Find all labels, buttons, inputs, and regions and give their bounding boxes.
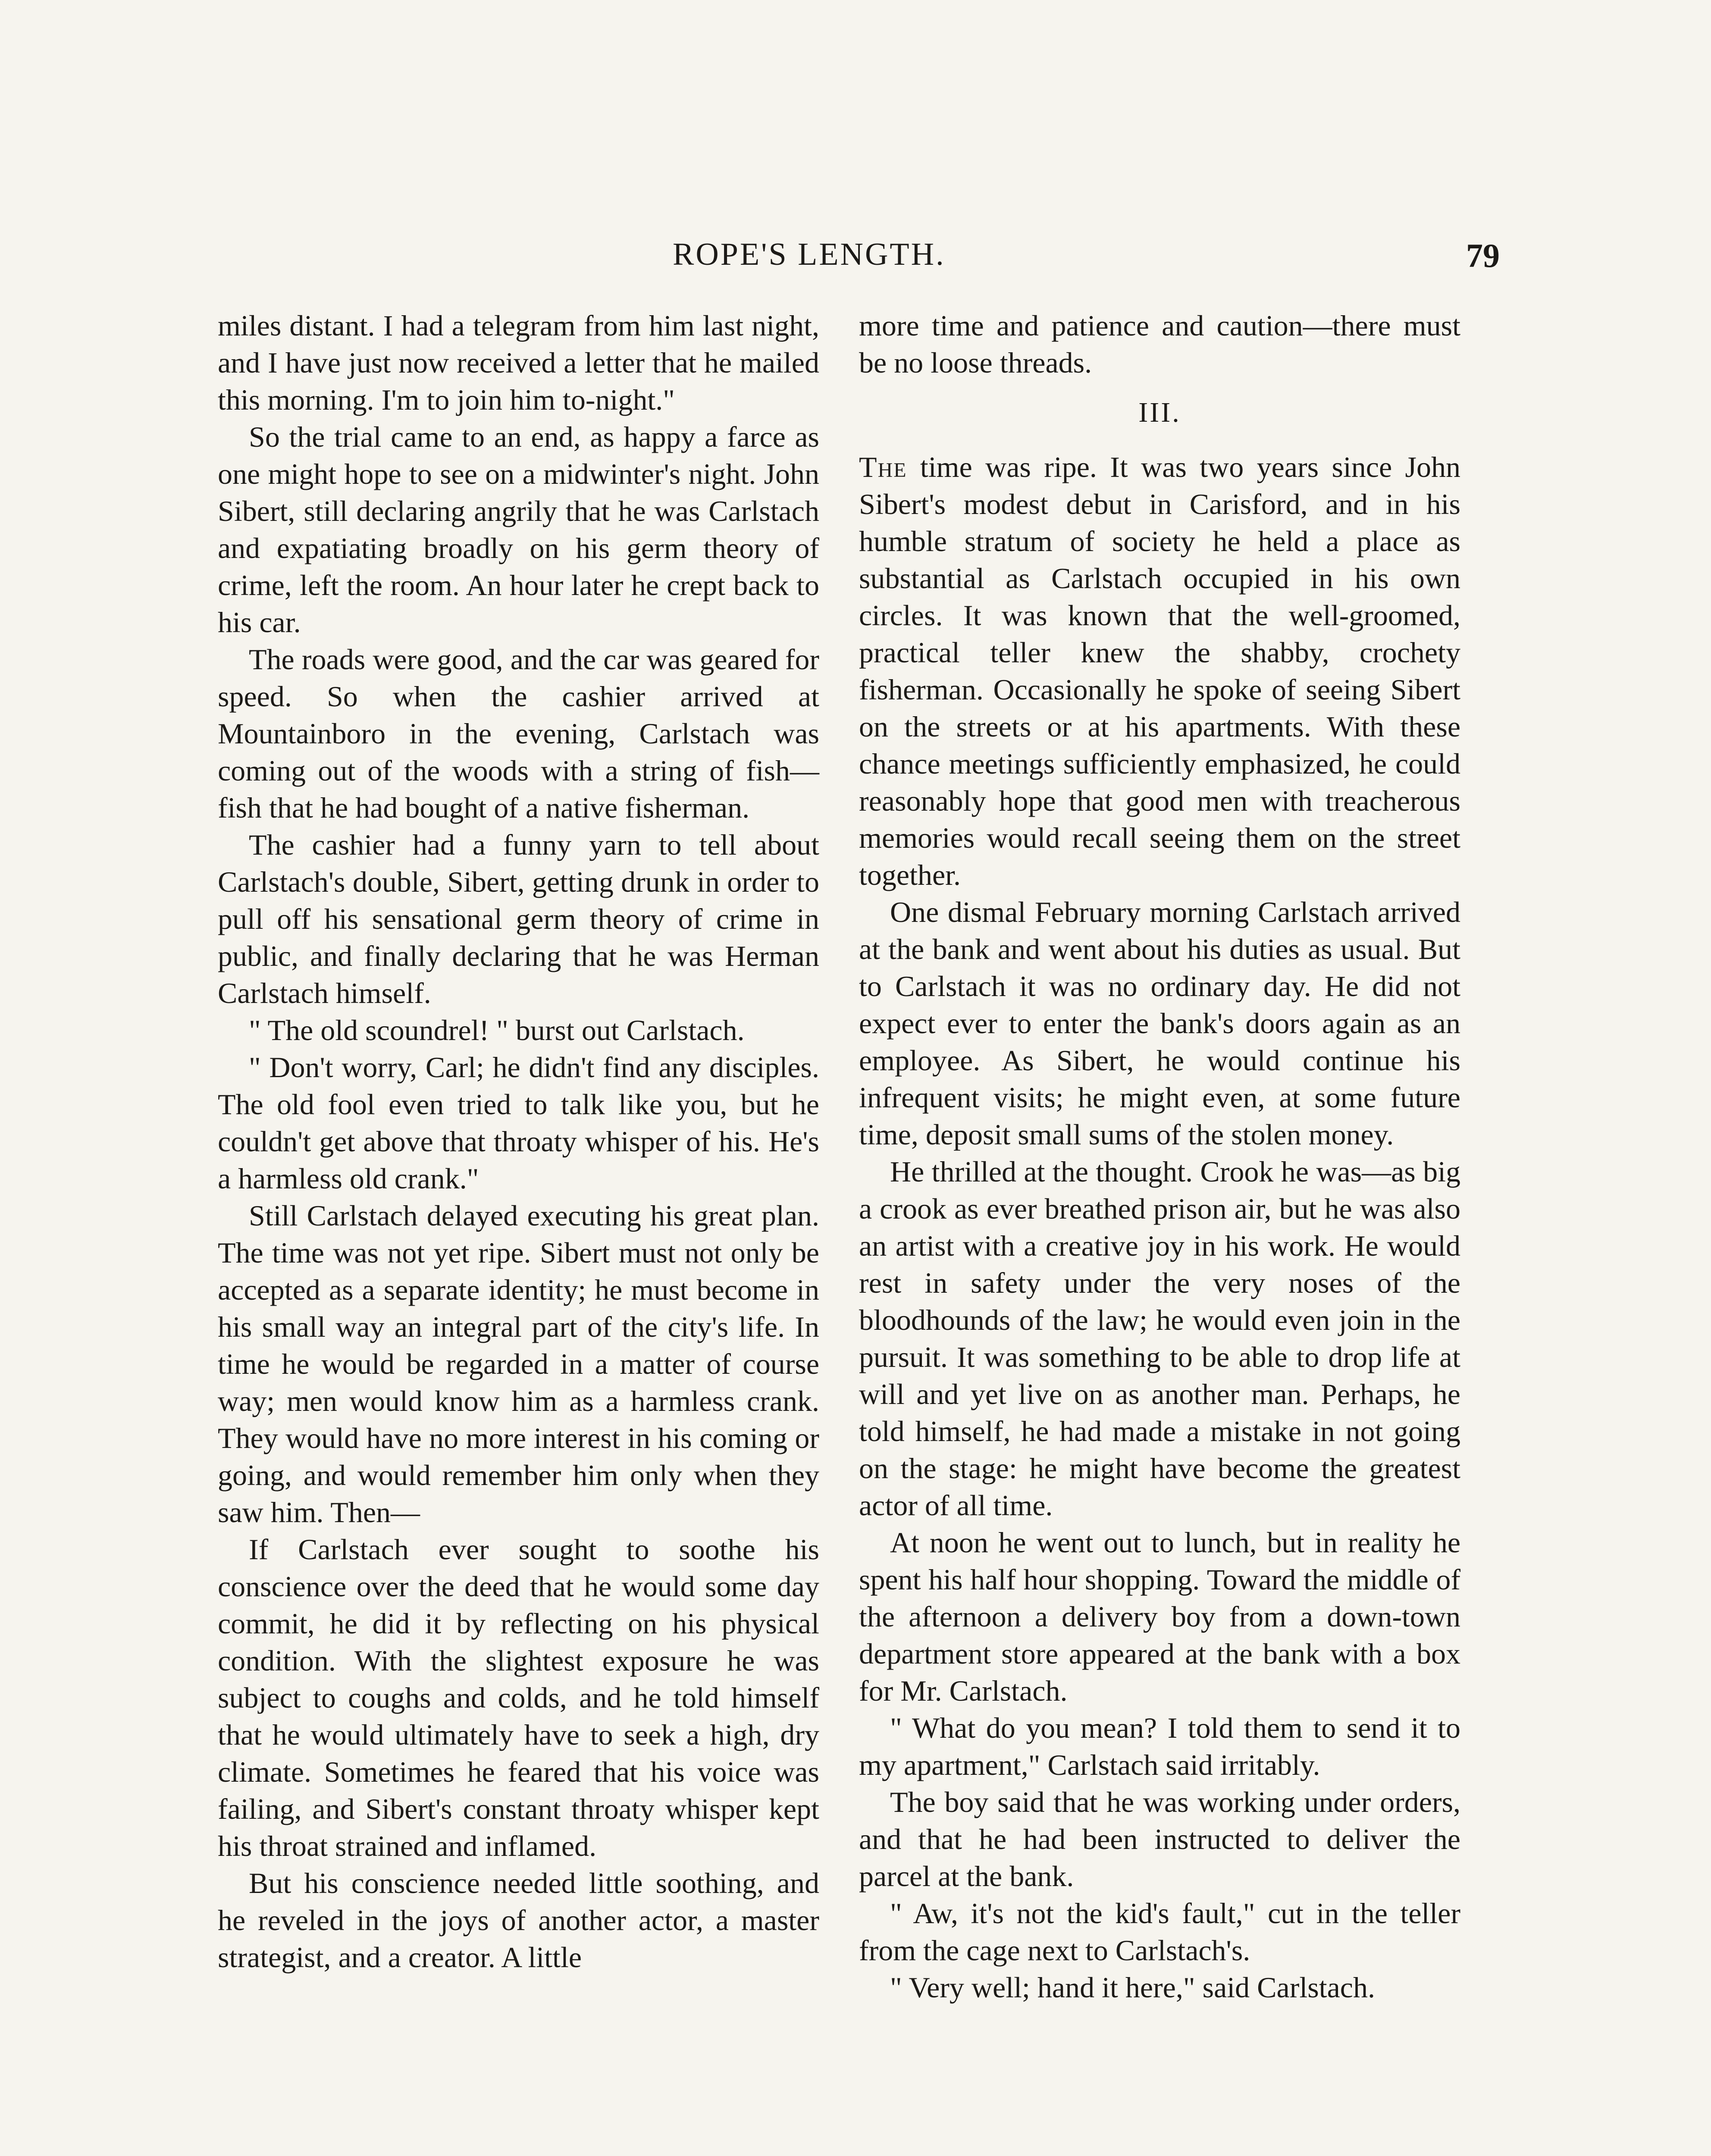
paragraph: " Don't worry, Carl; he didn't find any disciples. The old fool even tried to talk like you, but he couldn't get above that throaty whisper of his. He's a harmless old crank." — [218, 1051, 819, 1195]
left-column — [218, 307, 819, 1976]
page-header — [0, 236, 1711, 284]
paragraph: The boy said that he was working under orders, and that he had been instructed to deliver the parcel at the bank. — [859, 1786, 1460, 1893]
section-opening-paragraph — [859, 448, 1460, 893]
opening-word: The — [859, 451, 907, 483]
paragraph: One dismal February morning Carlstach arrived at the bank and went about his duties as usual. But to Carlstach it was no ordinary day. He did not expect ever to enter the bank's doors again as an employee. As Sibert, he would continue his infrequent visits; he might even, at some future time, deposit small sums of the stolen money. — [859, 896, 1460, 1151]
paragraph: more time and patience and caution—there must be no loose threads. — [859, 309, 1460, 379]
paragraph: " The old scoundrel! " burst out Carlstach. — [249, 1014, 745, 1047]
section-heading: III. — [1138, 397, 1181, 428]
paragraph: But his conscience needed little soothing, and he reveled in the joys of another actor, a master strategist, and a creator. A little — [218, 1867, 819, 1974]
page-number: 79 — [1466, 237, 1500, 274]
paragraph: If Carlstach ever sought to soothe his conscience over the deed that he would some day commit, he did it by reflecting on his physical condition. With the slightest exposure he was subject to coughs and colds, and he told himself that he would ultimately have to seek a high, dry climate. Sometimes he feared that his voice was failing, and Sibert's constant throaty whisper kept his throat strained and inflamed. — [218, 1533, 819, 1862]
right-column — [859, 307, 1460, 2006]
paragraph: The cashier had a funny yarn to tell about Carlstach's double, Sibert, getting drunk in order to pull off his sensational germ theory of crime in public, and finally declaring that he was Herman Carlstach himself. — [218, 828, 819, 1009]
paragraph: " What do you mean? I told them to send it to my apartment," Carlstach said irritably. — [859, 1711, 1460, 1781]
paragraph: Still Carlstach delayed executing his great plan. The time was not yet ripe. Sibert must not only be accepted as a separate identity; he must become in his small way an integral part of the city's life. In time he would be regarded in a matter of course way; men would know him as a harmless crank. They would have no more interest in his coming or going, and would remember him only when they saw him. Then— — [218, 1199, 819, 1529]
running-title: ROPE'S LENGTH. — [673, 237, 946, 272]
paragraph: At noon he went out to lunch, but in reality he spent his half hour shopping. Toward the middle of the afternoon a delivery boy from a down-town department store appeared at the bank with a box for Mr. Carlstach. — [859, 1526, 1460, 1707]
paragraph: miles distant. I had a telegram from him last night, and I have just now received a letter that he mailed this morning. I'm to join him to-night." — [218, 309, 819, 416]
paragraph: He thrilled at the thought. Crook he was—as big a crook as ever breathed prison air, but he was also an artist with a creative joy in his work. He would rest in safety under the very noses of the bloodhounds of the law; he would even join in the pursuit. It was something to be able to drop life at will and yet live on as another man. Perhaps, he told himself, he had made a mistake in not going on the stage: he might have become the greatest actor of all time. — [859, 1155, 1460, 1522]
paragraph: " Aw, it's not the kid's fault," cut in the teller from the cage next to Carlstach's. — [859, 1897, 1460, 1967]
paragraph: So the trial came to an end, as happy a farce as one might hope to see on a midwinter's night. John Sibert, still declaring angrily that he was Carlstach and expatiating broadly on his germ theory of crime, left the room. An hour later he crept back to his car. — [218, 420, 819, 639]
paragraph: " Very well; hand it here," said Carlstach. — [890, 1971, 1375, 2004]
opening-text: time was ripe. It was two years since John Sibert's modest debut in Carisford, and in his humble stratum of society he held a place as substantial as Carlstach occupied in his own circles. It was known that the well-groomed, practical teller knew the shabby, crochety fisherman. Occasionally he spoke of seeing Sibert on the streets or at his apartments. With these chance meetings sufficiently emphasized, he could reasonably hope that good men with treacherous memories would recall seeing them on the street together. — [859, 451, 1460, 891]
paragraph: The roads were good, and the car was geared for speed. So when the cashier arrived at Mountainboro in the evening, Carlstach was coming out of the woods with a string of fish—fish that he had bought of a native fisherman. — [218, 643, 819, 824]
